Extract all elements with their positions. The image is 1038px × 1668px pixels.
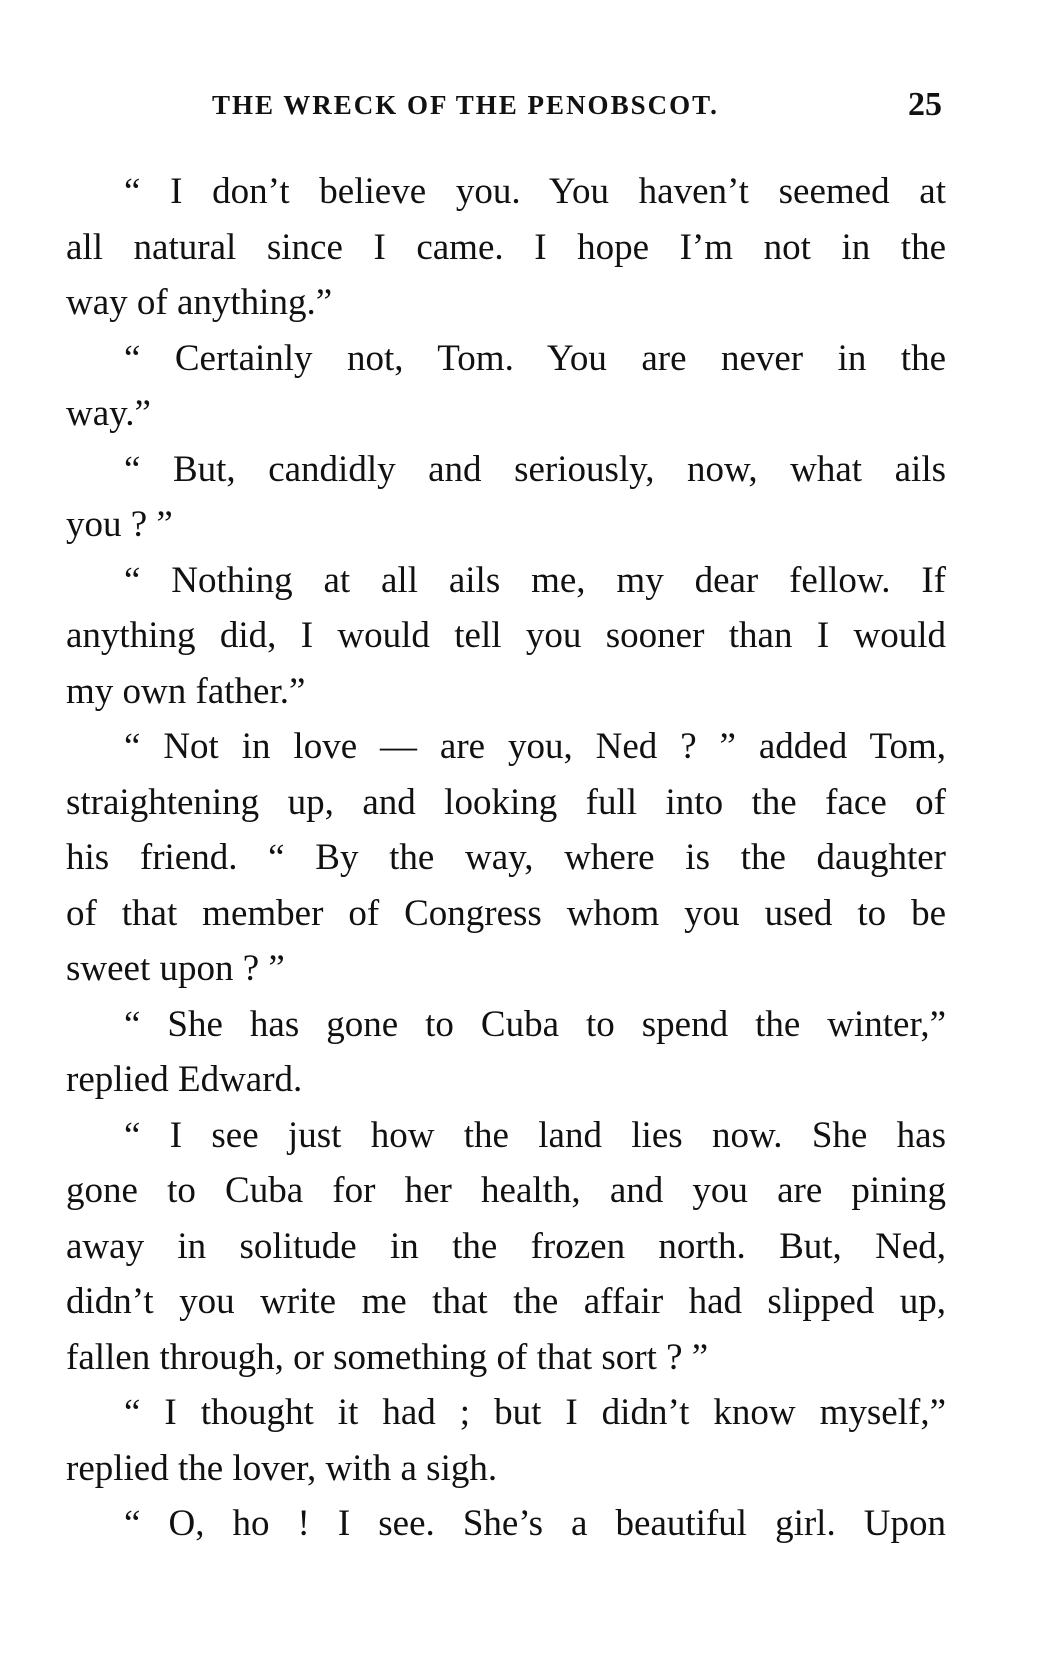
text-line: didn’t you write me that the affair had slipped up, <box>66 1281 946 1322</box>
text-line: his friend. “ By the way, where is the daughter <box>66 837 946 878</box>
text-line: way.” <box>66 393 151 434</box>
text-line: anything did, I would tell you sooner than I would <box>66 615 946 656</box>
text-line: replied Edward. <box>66 1059 303 1100</box>
text-line: “ Not in love — are you, Ned ? ” added Tom, <box>124 726 946 767</box>
text-line: gone to Cuba for her health, and you are pining <box>66 1170 946 1211</box>
text-line: “ Nothing at all ails me, my dear fellow. If <box>124 559 946 601</box>
text-line: way of anything.” <box>66 282 333 323</box>
text-line: all natural since I came. I hope I’m not in the <box>66 226 946 268</box>
text-line: away in solitude in the frozen north. But, Ned, <box>66 1225 946 1267</box>
text-line: straightening up, and looking full into the face of <box>66 781 946 823</box>
text-line: “ She has gone to Cuba to spend the winter,” <box>124 1003 946 1045</box>
text-line: fallen through, or something of that sort ? ” <box>66 1336 709 1378</box>
text-line: “ But, candidly and seriously, now, what ails <box>124 448 946 490</box>
text-line: you ? ” <box>66 504 173 545</box>
text-line: “ I thought it had ; but I didn’t know myself,” <box>124 1392 946 1433</box>
body-text <box>66 164 946 1552</box>
text-line: replied the lover, with a sigh. <box>66 1447 498 1489</box>
page-number: 25 <box>908 86 942 123</box>
text-line: sweet upon ? ” <box>66 948 285 989</box>
text-line: my own father.” <box>66 670 306 712</box>
text-line: “ I see just how the land lies now. She has <box>124 1114 946 1156</box>
text-line: “ O, ho ! I see. She’s a beautiful girl. Upon <box>124 1503 946 1544</box>
text-line: “ Certainly not, Tom. You are never in the <box>124 337 946 379</box>
running-head <box>212 86 942 126</box>
text-line: of that member of Congress whom you used to be <box>66 892 946 934</box>
running-title: THE WRECK OF THE PENOBSCOT. <box>212 90 719 120</box>
text-line: “ I don’t believe you. You haven’t seemed at <box>124 171 946 212</box>
